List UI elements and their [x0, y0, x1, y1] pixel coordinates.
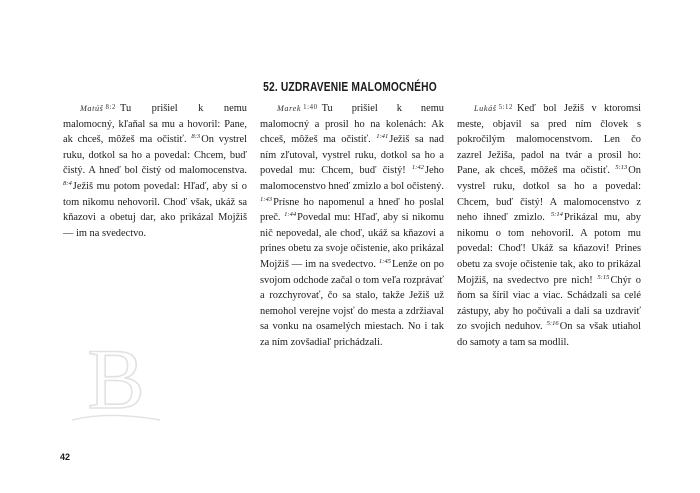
verse-text: Povedal mu: Hľaď, aby si nikomu nič nepovedal, ale choď, ukáž sa kňazovi a prines obetu za svoje očistenie, ako prikázal Mojžiš — im na svedectvo.: [260, 212, 445, 270]
gospel-book: Marek: [277, 104, 302, 113]
column-mark: [260, 100, 444, 351]
reference-verse: 1:40: [303, 104, 318, 111]
page-number: 42: [60, 452, 71, 462]
verse-text: Jeho malomocenstvo hneď zmizlo a bol očistený.: [260, 165, 444, 192]
verse-number: 8:4: [63, 179, 72, 187]
reference-verse: 5:12: [498, 104, 514, 111]
verse-number: 5:14: [550, 211, 563, 219]
reference-verse: 8:2: [105, 104, 116, 111]
verse-number: 8:3: [191, 133, 201, 141]
verse-number: 1:42: [411, 164, 424, 172]
gospel-book: Lukáš: [474, 104, 497, 113]
verse-text: Ježiš mu potom povedal: Hľaď, aby si o tom nikomu nehovoril. Choď však, ukáž sa kňazovi a obetuj dar, ako prikázal Mojžiš — im na svedectvo.: [63, 180, 247, 239]
verse-number: 1:44: [284, 211, 297, 219]
verse-text: Lenže on po svojom odchode začal o tom veľa rozprávať a rozchyrovať, čo sa stalo, takže Ježiš už nemohol verejne vojsť do mesta a zdržiaval sa vonku na osamelých miestach. No i tak za ním zovšadiaľ prichádzali.: [260, 258, 445, 348]
verse-text: Prikázal mu, aby nikomu o tom nehovoril. A potom mu povedal: Choď! Ukáž sa kňazovi! Prines obetu za svoje očistenie tak, ako to prikázal Mojžiš, na svedectvo pre nich!: [457, 212, 641, 286]
verse-number: 5:15: [597, 273, 610, 281]
verse-number: 1:45: [378, 257, 391, 265]
gospel-reference: [474, 104, 513, 113]
section-title: 52. UZDRAVENIE MALOMOCNÉHO: [263, 80, 437, 94]
verse-text: On vystrel ruku, dotkol sa ho a povedal: Chcem, buď čistý. A hneď bol čistý od malomocenstva.: [63, 134, 247, 177]
gospel-reference: [80, 104, 116, 113]
verse-number: 1:41: [376, 133, 389, 141]
verse-text: Keď bol Ježiš v ktoromsi meste, objavil sa pred ním človek s pokročilým malomocenstvom. Len čo zazrel Ježiša, padol na tvár a prosil ho: Pane, ak chceš, môžeš ma očistiť.: [457, 103, 641, 177]
gospel-book: Matúš: [80, 104, 104, 113]
verse-text: Ježiš sa nad ním zľutoval, vystrel ruku, dotkol sa ho a povedal mu: Chcem, buď čistý!: [260, 134, 444, 177]
column-matthew: [63, 100, 247, 241]
verse-text: Tu prišiel k nemu malomocný a prosil ho na kolenách: Ak chceš, môžeš ma očistiť.: [260, 103, 444, 146]
watermark-letter: B: [87, 336, 145, 426]
watermark-logo: [66, 336, 166, 426]
verse-number: 5:16: [546, 320, 559, 328]
verse-number: 5:13: [615, 164, 628, 172]
verse-number: 1:43: [260, 195, 273, 203]
verse-text: On sa však utiahol do samoty a tam sa modlil.: [457, 321, 641, 348]
verse-text: On vystrel ruku, dotkol sa ho a povedal: Chcem, buď čistý! A malomocenstvo z neho ihneď zmizlo.: [457, 165, 641, 224]
column-luke: [457, 100, 641, 351]
verse-text: Prísne ho napomenul a hneď ho poslal preč.: [260, 196, 444, 224]
verse-text: Tu prišiel k nemu malomocný, kľaňal sa mu a hovoril: Pane, ak chceš, môžeš ma očistiť.: [63, 103, 247, 146]
verse-text: Chýr o ňom sa šíril viac a viac. Schádzali sa celé zástupy, aby ho počúvali a dali sa uzdraviť zo svojich neduhov.: [457, 274, 641, 333]
gospel-reference: [277, 104, 318, 113]
